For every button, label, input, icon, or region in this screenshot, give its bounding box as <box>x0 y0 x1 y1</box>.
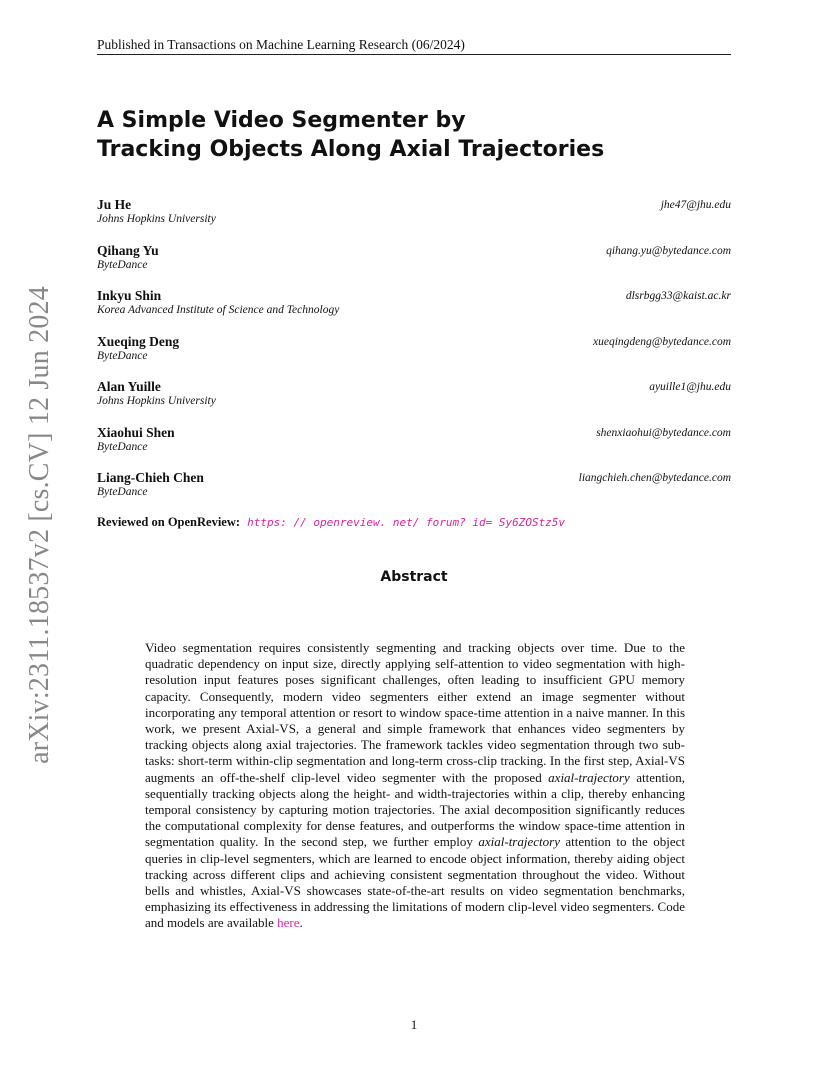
author-name: Xiaohui Shen <box>97 425 175 440</box>
arxiv-sidebar <box>20 286 60 764</box>
author-name: Alan Yuille <box>97 379 161 394</box>
abstract-text: Video segmentation requires consistently segmenting and tracking objects over time. Due to the quadratic dependency on input size, directly applying self-attention to video segmentation with high-resolution input features poses significant challenges, often leading to insufficient GPU memory capacity. Consequently, modern video segmenters either extend an image segmenter without incorporating any temporal attention or resort to window space-time attention in a naive manner. In this work, we present Axial-VS, a general and simple framework that enhances video segmenters by tracking objects along axial trajectories. The framework tackles video segmentation through two sub-tasks: short-term within-clip segmentation and long-term cross-clip tracking. In the first step, Axial-VS augments an off-the-shelf clip-level video segmenter with the proposed <box>145 640 685 785</box>
author-name: Qihang Yu <box>97 243 159 258</box>
author-email[interactable]: dlsrbgg33@kaist.ac.kr <box>625 290 731 302</box>
author-name: Inkyu Shin <box>97 288 162 303</box>
author-affiliation: Johns Hopkins University <box>97 213 216 225</box>
author-block <box>97 334 731 366</box>
abstract-emphasis: axial-trajectory <box>478 834 560 850</box>
author-block <box>97 470 731 502</box>
author-affiliation: ByteDance <box>97 259 148 271</box>
author-email[interactable]: xueqingdeng@bytedance.com <box>593 336 731 348</box>
author-block <box>97 288 731 320</box>
abstract-body <box>145 640 685 932</box>
journal-header: Published in Transactions on Machine Learning Research (06/2024) <box>97 37 465 52</box>
arxiv-identifier: arXiv:2311.18537v2 [cs.CV] 12 Jun 2024 <box>24 286 55 764</box>
author-block <box>97 243 731 275</box>
title-line-1: A Simple Video Segmenter by <box>97 108 466 133</box>
author-block <box>97 197 731 229</box>
author-name: Ju He <box>97 197 132 212</box>
author-block <box>97 425 731 457</box>
paper-title <box>97 106 717 164</box>
author-affiliation: Korea Advanced Institute of Science and Technology <box>97 304 340 316</box>
author-name: Xueqing Deng <box>97 334 180 349</box>
review-label: Reviewed on OpenReview: <box>97 515 241 529</box>
author-email[interactable]: liangchieh.chen@bytedance.com <box>578 472 731 484</box>
title-line-2: Tracking Objects Along Axial Trajectories <box>97 137 605 162</box>
abstract-heading: Abstract <box>380 569 448 585</box>
openreview-link[interactable]: https: // openreview. net/ forum? id= Sy6ZOStz5v <box>247 516 566 529</box>
author-email[interactable]: qihang.yu@bytedance.com <box>606 245 731 257</box>
author-affiliation: ByteDance <box>97 350 148 362</box>
author-affiliation: ByteDance <box>97 441 148 453</box>
author-email[interactable]: shenxiaohui@bytedance.com <box>596 427 731 439</box>
author-email[interactable]: jhe47@jhu.edu <box>660 199 731 211</box>
author-affiliation: Johns Hopkins University <box>97 395 216 407</box>
author-email[interactable]: ayuille1@jhu.edu <box>649 381 731 393</box>
abstract-text: . <box>299 915 303 931</box>
abstract-text: attention to the object queries in clip-level segmenters, which are learned to encode object information, thereby aiding object tracking across different clips and achieving consistent segmentation throughout the video. Without bells and whistles, Axial-VS showcases state-of-the-art results on video segmentation benchmarks, emphasizing its effectiveness in addressing the limitations of modern clip-level video segmenters. Code and models are available <box>145 834 685 931</box>
author-name: Liang-Chieh Chen <box>97 470 204 485</box>
abstract-text: attention, sequentially tracking objects along the height- and width-trajectories within a clip, thereby enhancing temporal consistency by capturing motion trajectories. The axial decomposition significantly reduces the computational complexity for dense features, and outperforms the window space-time attention in segmentation quality. In the second step, we further employ <box>145 769 685 850</box>
review-line <box>97 515 731 530</box>
code-link[interactable]: here <box>277 915 300 931</box>
abstract-emphasis: axial-trajectory <box>548 769 630 785</box>
header-rule <box>97 54 731 55</box>
page-number: 1 <box>410 1017 418 1032</box>
author-block <box>97 379 731 411</box>
author-affiliation: ByteDance <box>97 486 148 498</box>
